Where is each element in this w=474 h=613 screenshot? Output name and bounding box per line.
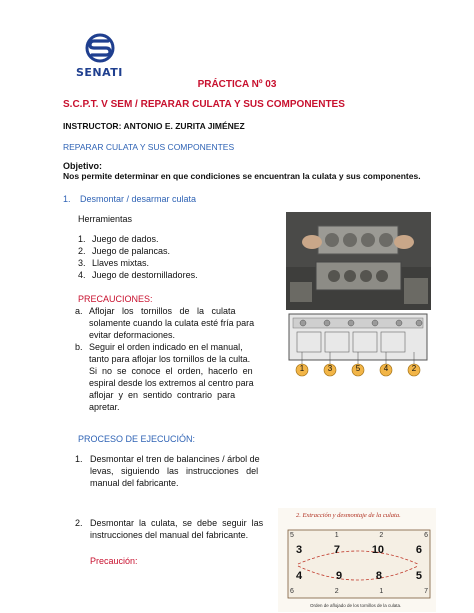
section-1-heading [63, 194, 196, 204]
tool-item: 1. Juego de dados. [78, 234, 159, 244]
senati-emblem-icon [70, 32, 130, 68]
bolt-row-lower: 4 9 8 5 [296, 570, 422, 582]
bolt-order-label: 1 [299, 364, 305, 373]
precautions-label: PRECAUCIONES: [78, 294, 153, 304]
tool-item: 3. Llaves mixtas. [78, 258, 150, 268]
cylinder-head-diagram [283, 310, 433, 382]
process-step-1-marker: 1. [75, 454, 83, 464]
precaution-a-line: Aflojar los tornillos de la culata [89, 306, 236, 316]
precaution-b-line: Si no se conoce el orden, hacerlo en [89, 366, 253, 376]
instructor: INSTRUCTOR: ANTONIO E. ZURITA JIMÉNEZ [63, 121, 245, 131]
process-step-2-line: Desmontar la culata, se debe seguir las [90, 518, 264, 528]
caution-label: Precaución: [90, 556, 138, 566]
engine-photo [286, 212, 431, 310]
bolt-row-middle: 3 7 10 6 [296, 544, 422, 556]
objective-text: Nos permite determinar en que condiciones se encuentran la culata y sus componentes. [63, 171, 421, 181]
figure-2-title: 2. Extracción y desmontaje de la culata. [296, 512, 401, 519]
process-step-1-line: manual del fabricante. [90, 478, 179, 488]
precaution-a-line: solamente cuando la culata esté fría para [89, 318, 255, 328]
process-label: PROCESO DE EJECUCIÓN: [78, 434, 196, 444]
bolt-order-label: 3 [327, 364, 333, 373]
practice-title: PRÁCTICA Nº 03 [197, 79, 277, 90]
precaution-b-line: tanto para aflojar los tornillos de la culta. [89, 354, 251, 364]
bolt-order-label: 4 [383, 364, 389, 373]
precaution-b-marker: b. [75, 342, 83, 352]
process-step-1-line: Desmontar el tren de balancines / árbol de [90, 454, 260, 464]
precaution-a-marker: a. [75, 306, 83, 316]
tool-item: 2. Juego de palancas. [78, 246, 171, 256]
course-title: S.C.P.T. V SEM / REPARAR CULATA Y SUS COMPONENTES [63, 99, 345, 110]
bolt-order-label: 2 [411, 364, 417, 373]
bolt-order-label: 5 [355, 364, 361, 373]
tools-label: Herramientas [78, 214, 133, 224]
precaution-b-line: espiral desde los extremos al centro para [89, 378, 254, 388]
precaution-b-line: aflojar y en sentido contrario para [89, 390, 236, 400]
senati-logo [70, 32, 130, 82]
precaution-b-line: apretar. [89, 402, 120, 412]
bolt-row-bottom: 6 2 1 7 [290, 588, 428, 595]
precaution-b-line: Seguir el orden indicado en el manual, [89, 342, 243, 352]
precaution-a-line: evitar deformaciones. [89, 330, 176, 340]
section-1-number: 1. [63, 194, 71, 204]
section-1-title: Desmontar / desarmar culata [80, 194, 197, 204]
process-step-2-line: instrucciones del manual del fabricante. [90, 530, 249, 540]
loosening-order-figure [278, 508, 436, 612]
process-step-1-line: levas, siguiendo las instrucciones del [90, 466, 259, 476]
logo-name: SENATI [76, 66, 123, 79]
bolt-row-top: 5 1 2 6 [290, 532, 428, 539]
process-step-2-marker: 2. [75, 518, 83, 528]
topic-heading: REPARAR CULATA Y SUS COMPONENTES [63, 142, 235, 152]
figure-2-caption: Orden de aflojado de los tornillos de la culata. [310, 603, 402, 608]
tool-item: 4. Juego de destornilladores. [78, 270, 198, 280]
objective-label: Objetivo: [63, 161, 103, 171]
